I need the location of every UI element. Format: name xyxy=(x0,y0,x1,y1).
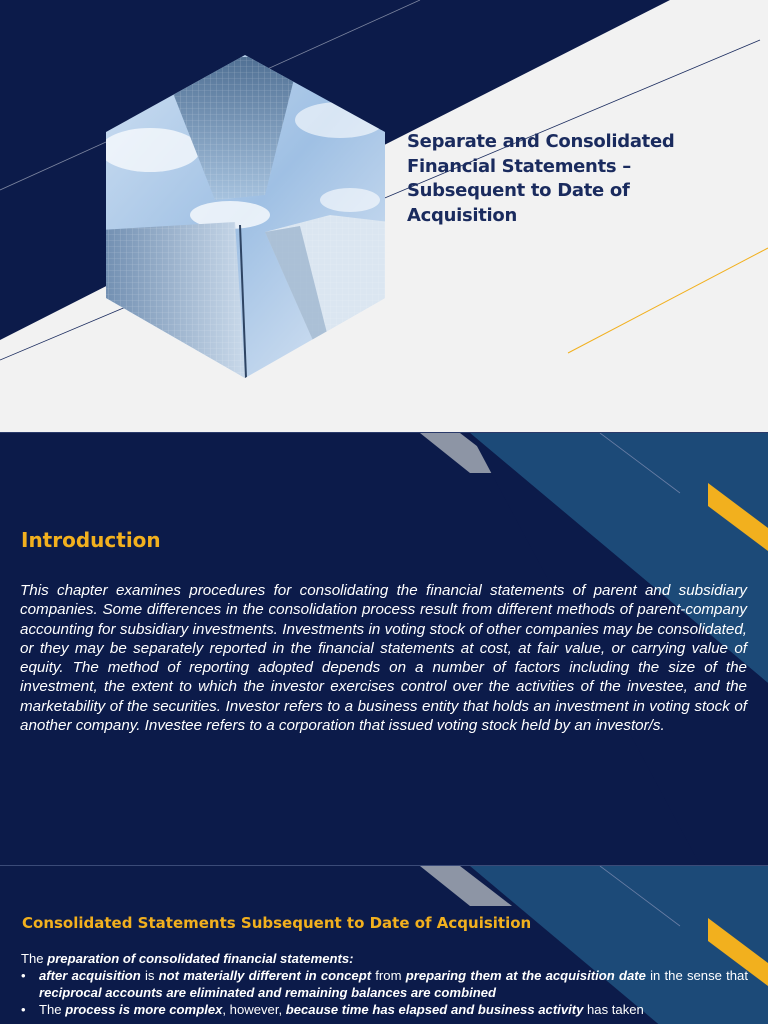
section-heading: Consolidated Statements Subsequent to Date of Acquisition xyxy=(22,914,532,932)
introduction-paragraph: This chapter examines procedures for consolidating the financial statements of parent and subsidiary companies. Some differences in the consolidation process result from different methods of parent-company accounting for subsidiary investments. Investments in voting stock of other companies may be consolidated, or they may be separately reported in the financial statements at cost, at fair value, or carrying value of equity. The method of reporting adopted depends on a number of factors including the size of the investment, the extent to which the investor exercises control over the activities of the investee, and the marketability of the securities. Investor refers to a business entity that holds an investment in voting stock of another company. Investee refers to a corporation that issued voting stock held by an investor/s. xyxy=(20,582,747,735)
intro-bold: preparation of consolidated financial statements: xyxy=(47,951,354,966)
section-heading: Introduction xyxy=(21,528,161,552)
intro-line xyxy=(21,950,748,967)
consolidated-statements-slide xyxy=(0,865,768,1024)
consolidated-statements-text xyxy=(21,950,748,1018)
intro-prefix: The xyxy=(21,951,48,966)
introduction-slide xyxy=(0,432,768,865)
list-item: • The process is more complex, however, because time has elapsed and business activity has taken xyxy=(21,1001,748,1018)
title-slide xyxy=(0,0,768,432)
list-item: • after acquisition is not materially different in concept from preparing them at the acquisition date in the sense that reciprocal accounts are eliminated and remaining balances are combined xyxy=(21,967,748,1001)
slide-title: Separate and Consolidated Financial Statements – Subsequent to Date of Acquisition xyxy=(407,131,675,226)
